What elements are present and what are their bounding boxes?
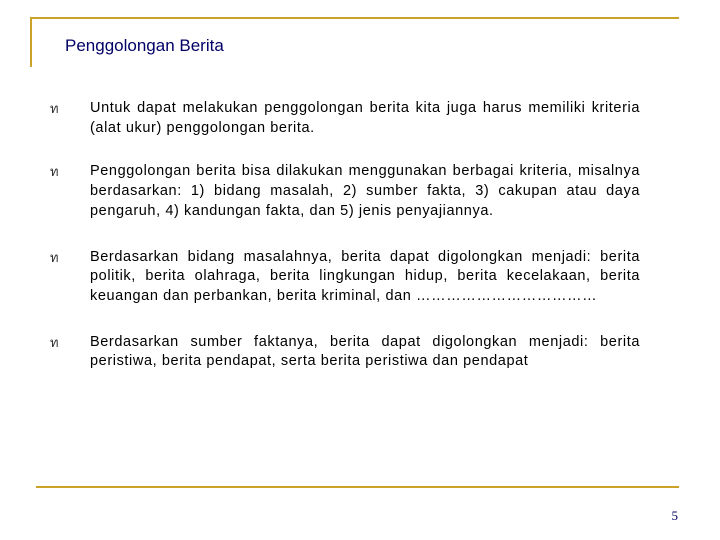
bullet-icon: ท [50, 335, 59, 351]
bullet-item [50, 248, 640, 307]
title-frame-left-rule [30, 17, 32, 67]
bullet-text: Berdasarkan bidang masalahnya, berita dapat digolongkan menjadi: berita politik, berita olahraga, berita lingkungan hidup, berita kecelakaan, berita keuangan dan perbankan, berita kriminal, dan ……………………………… [90, 248, 640, 304]
bullet-item [50, 99, 640, 138]
bullet-item [50, 162, 640, 221]
bullet-list [50, 99, 640, 396]
bullet-text: Berdasarkan sumber faktanya, berita dapat digolongkan menjadi: berita peristiwa, berita pendapat, serta berita peristiwa dan pendapat [90, 333, 640, 370]
bullet-text: Untuk dapat melakukan penggolongan berita kita juga harus memiliki kriteria (alat ukur) penggolongan berita. [90, 100, 640, 136]
bullet-text: Penggolongan berita bisa dilakukan menggunakan berbagai kriteria, misalnya berdasarkan: 1) bidang masalah, 2) sumber fakta, 3) cakupan atau daya pengaruh, 4) kandungan fakta, dan 5) jenis penyajiannya. [90, 163, 640, 219]
page-number: 5 [671, 508, 678, 523]
slide-title: Penggolongan Berita [65, 36, 224, 55]
bullet-item [50, 333, 640, 372]
bullet-icon: ท [50, 250, 59, 266]
footer-rule [36, 486, 679, 488]
bullet-icon: ท [50, 102, 59, 117]
title-frame-top-rule [30, 17, 679, 19]
bullet-icon: ท [50, 165, 59, 181]
